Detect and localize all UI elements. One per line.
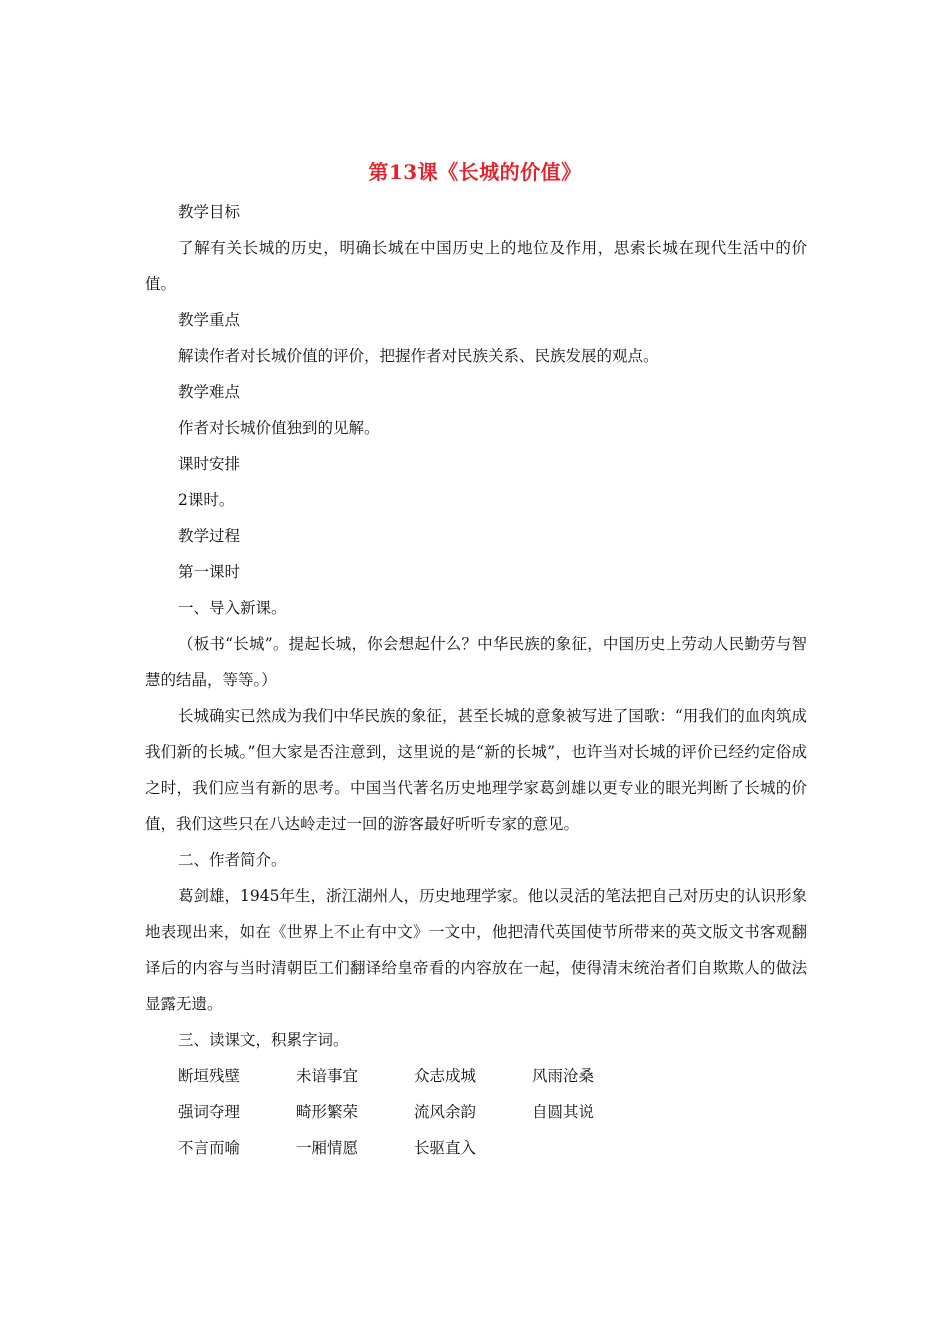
section-heading: 三、读课文，积累字词。 xyxy=(178,1031,349,1049)
vocabulary-word: 流风余韵 xyxy=(414,1103,477,1121)
section-heading: 教学难点 xyxy=(178,383,241,401)
vocabulary-word: 众志成城 xyxy=(414,1067,477,1085)
vocabulary-row xyxy=(178,1130,807,1166)
document-title: 第13课《长城的价值》 xyxy=(368,160,582,184)
paragraph: 2课时。 xyxy=(178,491,235,509)
vocabulary-list xyxy=(145,1058,807,1166)
section-heading: 教学重点 xyxy=(178,311,241,329)
paragraph: 作者对长城价值独到的见解。 xyxy=(178,419,380,437)
section-heading: 教学目标 xyxy=(178,203,241,221)
vocabulary-word: 长驱直入 xyxy=(414,1139,477,1157)
section-heading: 一、导入新课。 xyxy=(178,599,287,617)
document-body xyxy=(145,194,807,1166)
section-heading: 教学过程 xyxy=(178,527,241,545)
vocabulary-word: 未谙事宜 xyxy=(296,1067,359,1085)
paragraph: 解读作者对长城价值的评价，把握作者对民族关系、民族发展的观点。 xyxy=(178,347,659,365)
vocabulary-row xyxy=(178,1094,807,1130)
vocabulary-word: 不言而喻 xyxy=(178,1139,241,1157)
section-heading: 二、作者简介。 xyxy=(178,851,287,869)
vocabulary-row xyxy=(178,1058,807,1094)
vocabulary-word: 强词夺理 xyxy=(178,1103,241,1121)
paragraph: （板书“长城”。提起长城，你会想起什么？中华民族的象征，中国历史上劳动人民勤劳与智慧的结晶，等等。） xyxy=(145,635,807,689)
paragraph: 长城确实已然成为我们中华民族的象征，甚至长城的意象被写进了国歌：“用我们的血肉筑成我们新的长城。”但大家是否注意到，这里说的是“新的长城”，也许当对长城的评价已经约定俗成之时，我们应当有新的思考。中国当代著名历史地理学家葛剑雄以更专业的眼光判断了长城的价值，我们这些只在八达岭走过一回的游客最好听听专家的意见。 xyxy=(145,707,807,833)
paragraph: 葛剑雄，1945年生，浙江湖州人，历史地理学家。他以灵活的笔法把自己对历史的认识形象地表现出来，如在《世界上不止有中文》一文中，他把清代英国使节所带来的英文版文书客观翻译后的内容与当时清朝臣工们翻译给皇帝看的内容放在一起，使得清末统治者们自欺欺人的做法显露无遗。 xyxy=(145,887,807,1013)
vocabulary-word: 一厢情愿 xyxy=(296,1139,359,1157)
vocabulary-word: 畸形繁荣 xyxy=(296,1103,359,1121)
vocabulary-word: 风雨沧桑 xyxy=(532,1067,595,1085)
section-heading: 第一课时 xyxy=(178,563,241,581)
vocabulary-word: 断垣残壁 xyxy=(178,1067,241,1085)
paragraph: 了解有关长城的历史，明确长城在中国历史上的地位及作用，思索长城在现代生活中的价值。 xyxy=(145,239,807,293)
vocabulary-word: 自圆其说 xyxy=(532,1103,595,1121)
section-heading: 课时安排 xyxy=(178,455,241,473)
